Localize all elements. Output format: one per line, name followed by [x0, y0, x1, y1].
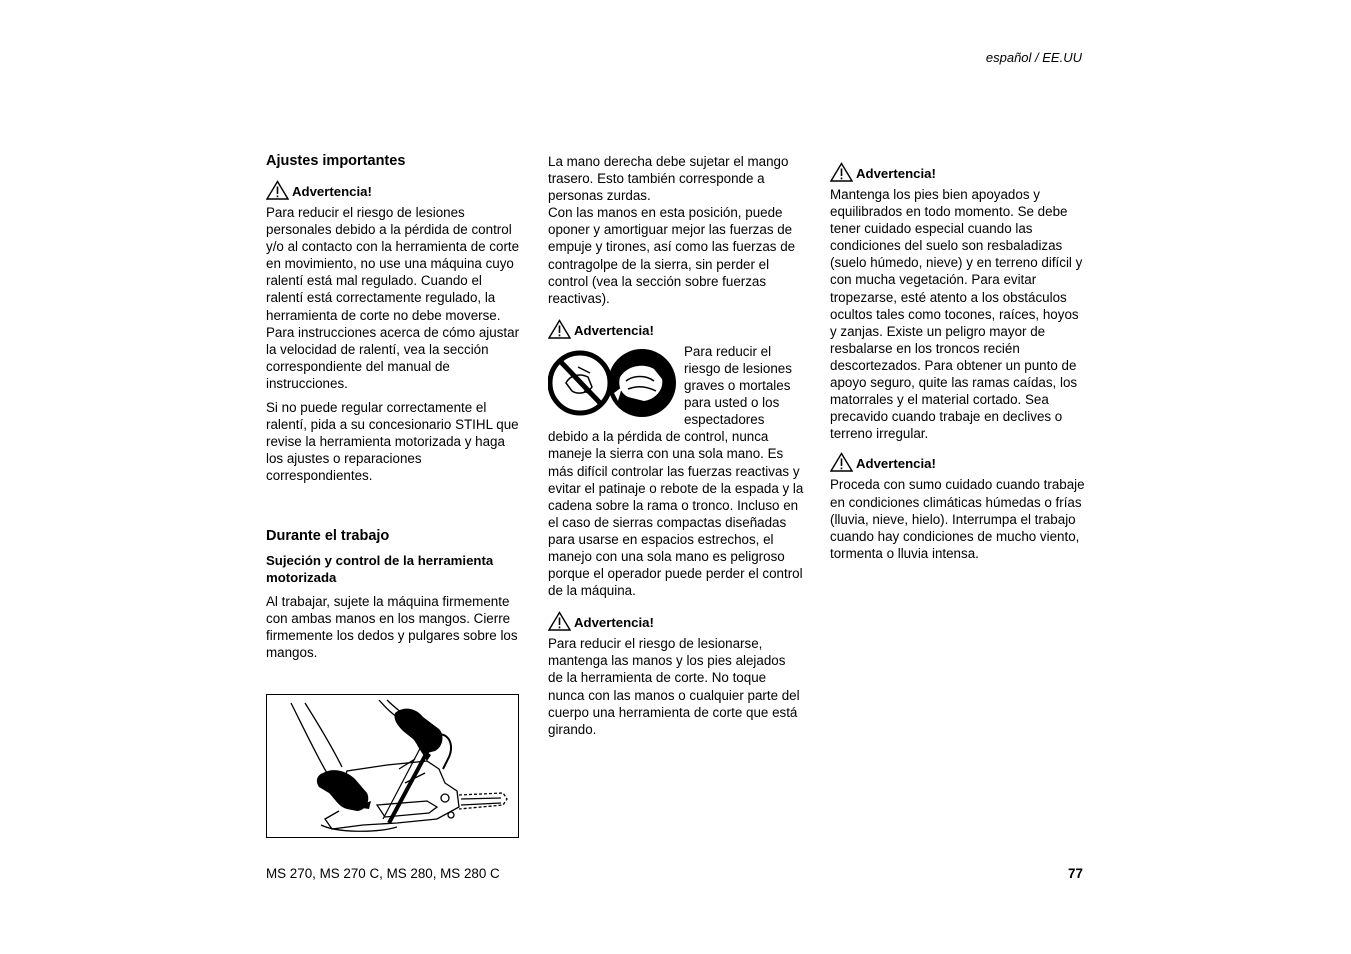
paragraph: Para reducir el riesgo de lesiones personales debido a la pérdida de control y/o al contacto con la herramienta de corte en movimiento, no use una máquina cuyo ralentí está mal regulado. Cuando el ralentí está correctamente regulado, la herramienta de corte no debe moverse. Para instrucciones acerca de cómo ajustar la velocidad de ralentí, vea la sección correspondiente del manual de instrucciones.	[266, 205, 520, 391]
paragraph: Mantenga los pies bien apoyados y equilibrados en todo momento. Se debe tener cuidado especial cuando las condiciones del suelo son resbaladizas (suelo húmedo, nieve) y en terreno difícil y con mucha vegetación. Para evitar tropezarse, esté atento a los obstáculos ocultos tales como tocones, raíces, hoyos y zanjas. Existe un peligro mayor de resbalarse en los troncos recién descortezados. Para obtener un punto de apoyo seguro, quite las ramas caídas, los matorrales y el material cortado. Sea precavido cuando trabaje en declives o terreno irregular.	[830, 187, 1083, 442]
warning-heading	[830, 162, 1086, 182]
warning-label: Advertencia!	[574, 322, 654, 338]
paragraph: Con las manos en esta posición, puede oponer y amortiguar mejor las fuerzas de empuje y tirones, así como las fuerzas de contragolpe de la sierra, sin perder el control (vea la sección sobre fuerzas reactivas).	[548, 205, 796, 306]
warning-heading	[548, 611, 804, 631]
no-one-hand-operation-icon	[548, 347, 678, 419]
column-2	[548, 153, 804, 745]
footer-models: MS 270, MS 270 C, MS 280, MS 280 C	[266, 866, 500, 881]
warning-label: Advertencia!	[574, 615, 654, 631]
paragraph: Para reducir el riesgo de lesionarse, mantenga las manos y los pies alejados de la herramienta de corte. No toque nunca con las manos o cualquier parte del cuerpo una herramienta de corte que está girando.	[548, 636, 800, 737]
warning-label: Advertencia!	[856, 165, 936, 181]
column-1	[266, 152, 522, 668]
column-3	[830, 162, 1086, 569]
warning-label: Advertencia!	[856, 456, 936, 472]
paragraph: Proceda con sumo cuidado cuando trabaje en condiciones climáticas húmedas o frías (lluvia, nieve, hielo). Interrumpa el trabajo cuando hay condiciones de mucho viento, tormenta o lluvia intensa.	[830, 477, 1085, 561]
warning-triangle-icon	[830, 452, 853, 472]
warning-triangle-icon	[830, 162, 853, 182]
warning-heading	[548, 319, 804, 339]
warning-triangle-icon	[548, 319, 571, 339]
paragraph: La mano derecha debe sujetar el mango trasero. Esto también corresponde a personas zurdas.	[548, 154, 789, 204]
warning-label: Advertencia!	[292, 183, 372, 199]
chainsaw-hands-drawing	[267, 695, 517, 836]
paragraph: Para reducir el riesgo de lesiones graves o mortales para usted o los espectadores debido a la pérdida de control, nunca maneje la sierra con una sola mano. Es más difícil controlar las fuerzas reactivas y evitar el patinaje o rebote de la espada y la cadena sobre la rama o tronco. Incluso en el caso de sierras compactas diseñadas para usarse en espacios estrechos, el manejo con una sola mano es peligroso porque el operador puede perder el control de la máquina.	[548, 343, 804, 599]
warning-heading	[830, 452, 1086, 472]
section-title-adjustments: Ajustes importantes	[266, 153, 406, 169]
two-hands-chainsaw-illustration	[266, 694, 519, 838]
subsection-title: Sujeción y control de la herramienta motorizada	[266, 552, 494, 585]
paragraph: Al trabajar, sujete la máquina firmemente con ambas manos en los mangos. Cierre firmemente los dedos y pulgares sobre los mangos.	[266, 593, 518, 660]
warning-triangle-icon	[266, 180, 289, 200]
warning-triangle-icon	[548, 611, 571, 631]
page-number: 77	[1068, 866, 1083, 881]
language-header: español / EE.UU	[985, 50, 1082, 65]
section-title-during-work: Durante el trabajo	[266, 527, 390, 544]
paragraph: Si no puede regular correctamente el ralentí, pida a su concesionario STIHL que revise la herramienta motorizada y haga los ajustes o reparaciones correspondientes.	[266, 400, 519, 484]
warning-heading	[266, 180, 522, 200]
